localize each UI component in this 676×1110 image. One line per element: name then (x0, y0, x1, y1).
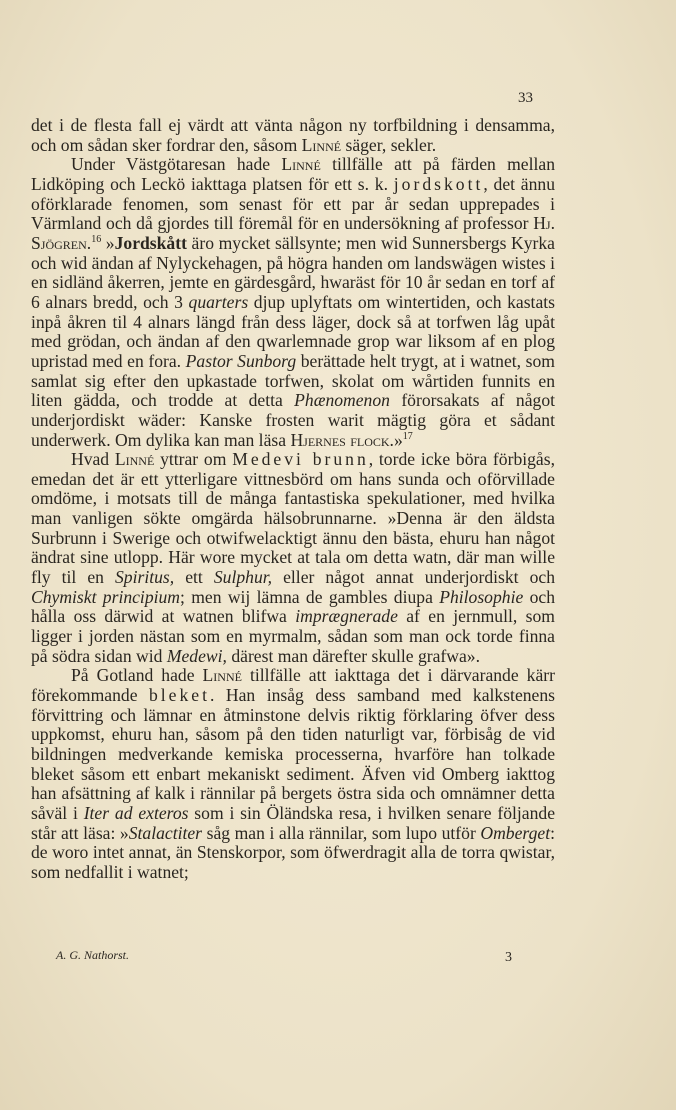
name-sjogren: Hj. Sjögren. (31, 213, 555, 253)
paragraph-2: Under Västgötaresan hade Linné tillfälle att på färden mellan Lidköping och Leckö iakttaga platsen för ett s. k. jordskott, det ännu oförklarade fenomen, som senast för ett par år sedan upprepades i Värmland och då gjordes till föremål för en undersökning af professor Hj. Sjögren.$^{16}$ »Jordskått äro mycket sällsynte; men wid Sunnersbergs Kyrka och wid ändan af Nylyckehagen, på högra handen om landswägen wistes i en sidländ åkerren, jemte en gärdesgård, hwaräst för 10 år sedan en torf af 6 alnars bredd, och 3 quarters djup uplyftats om wintertiden, och kastats inpå åkren til 4 alnars längd från dess läger, dock så at torfwen låg upåt med grödan, och ändan af den qwarlemnade grop war liksom af en plog upristad med en fora. Pastor Sunborg berättade helt trygt, at i watnet, som samlat sig efter den upkastade torfwen, skolat om wårtiden funnits en liten gädda, och trodde at detta Phænomenon förorsakats af något underjordiskt wäder: Kanske frosten warit mägtig göra et sådant underwerk. Om dylika kan man läsa Hjernes flock.»$^{17}$ (31, 154, 556, 450)
term-jordskatt: Jordskått (114, 232, 187, 253)
term-bleket: bleket (149, 685, 210, 706)
name-linne: Linné (114, 449, 155, 470)
paragraph-4: På Gotland hade Linné tillfälle att iakttaga det i därvarande kärr förekommande bleket. Han insåg dess samband med kalkstenens förvittring och lämnar en åtminstone delvis riktig förklaring öfver dess uppkomst, ehuru han, såsom på den tiden naturligt var, förbisåg de vid bildningen medverkande kemiska processerna, hvarföre han tolkade bleket såsom ett enbart mekaniskt sediment. Äfven vid Omberg iakttog han afsättning af kalk i rännilar på bergets östra sida och omnämner detta såväl i Iter ad exteros som i sin Öländska resa, i hvilken senare följande står att läsa: »Stalactiter såg man i alla rännilar, som lupo utför Omberget: de woro intet annat, än Stenskorpor, som öfwerdragit alla de torra qwistar, som nedfallit i watnet; (31, 665, 556, 882)
page-number: 33 (518, 90, 533, 106)
footnote-ref: 17 (402, 430, 413, 442)
term-jordskott: jordskott (393, 173, 484, 194)
body-text (31, 116, 555, 883)
paragraph-1: det i de flesta fall ej värdt att vänta någon ny torfbildning i densamma, och om sådan sker fordrar den, såsom Linné säger, sekler. (31, 115, 555, 155)
name-linne: Linné (281, 154, 321, 175)
signature-mark: 3 (505, 950, 512, 965)
name-linne: Linné (301, 134, 342, 155)
footnote-ref: 16 (91, 234, 102, 246)
signature-author: A. G. Nathorst. (56, 948, 130, 962)
term-medevi: Medevi brunn (232, 449, 369, 470)
paragraph-3: Hvad Linné yttrar om Medevi brunn, torde icke böra förbigås, emedan det är ett ytterligare vittnesbörd om hans sunda och oförvillade omdöme, i motsats till de många fantastiska spekulationer, med hvilka man vanligen sökte omgärda hälsobrunnarne. »Denna är den äldsta Surbrunn i Swerige och otwifwelacktigt ännu den bästa, ehuru han något ändrat sine utlopp. Här wore mycket at tala om detta watn, där man wille fly til en Spiritus, ett Sulphur, eller något annat underjordiskt och Chymiskt principium; men wij lämna de gambles diupa Philosophie och hålla oss därwid at watnen blifwa imprægnerade af en jernmull, som ligger i jorden nästan som en myrmalm, sådan som man ock torde finna på södra sidan wid Medewi, därest man därefter skulle grafwa». (31, 449, 556, 666)
name-linne: Linné (202, 665, 242, 686)
